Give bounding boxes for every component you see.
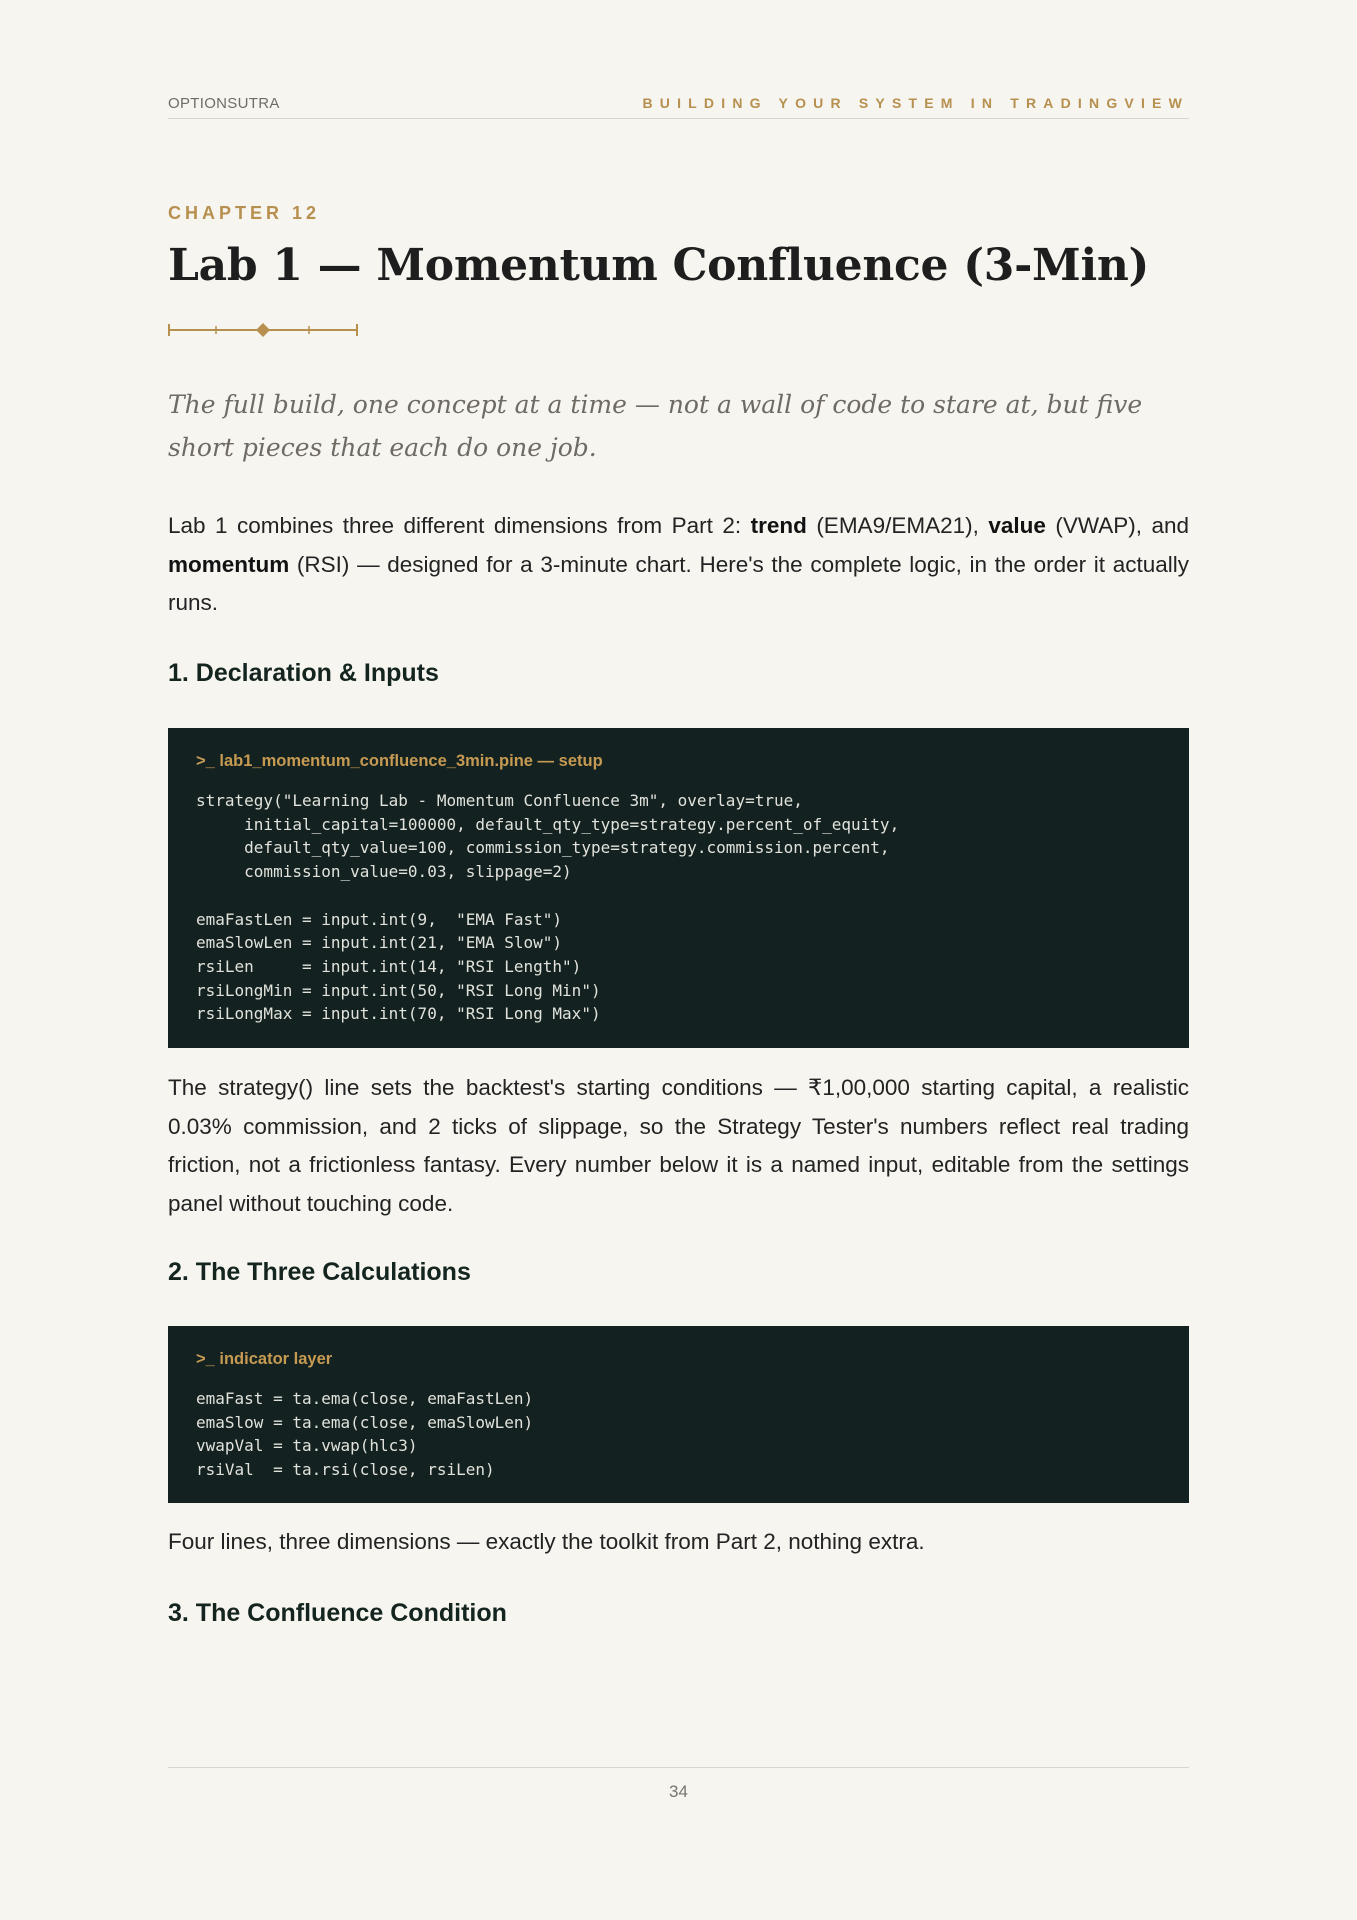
brand-name: OPTIONSUTRA — [168, 95, 280, 112]
running-title: BUILDING YOUR SYSTEM IN TRADINGVIEW — [642, 95, 1189, 111]
chapter-title: Lab 1 — Momentum Confluence (3-Min) — [168, 240, 1150, 291]
chapter-lead: The full build, one concept at a time — not a wall of code to stare at, but five short pieces that each do one job. — [168, 390, 1143, 462]
document-page — [168, 0, 1189, 1920]
code-listing: strategy("Learning Lab - Momentum Confluence 3m", overlay=true, initial_capital=100000, default_qty_type=strategy.percent_of_equity, default_qty_value=100, commission_type=strategy.commission.percent, commission_value=0.03, slippage=2) emaFastLen = input.int(9, "EMA Fast") emaSlowLen = input.int(21, "EMA Slow") rsiLen = input.int(14, "RSI Length") rsiLongMin = input.int(50, "RSI Long Min") rsiLongMax = input.int(70, "RSI Long Max") — [196, 791, 900, 1024]
section-heading-declaration: 1. Declaration & Inputs — [168, 659, 439, 687]
code-block-setup — [168, 728, 1189, 1048]
code-caption: >_ indicator layer — [196, 1350, 333, 1368]
intro-paragraph: Lab 1 combines three different dimensions from Part 2: trend (EMA9/EMA21), value (VWAP), and momentum (RSI) — designed for a 3-minute chart. Here's the complete logic, in the order it actually runs. — [168, 513, 1190, 615]
code-block-indicators — [168, 1326, 1189, 1503]
footer-rule — [168, 1767, 1189, 1768]
setup-explanation: The strategy() line sets the backtest's starting conditions — ₹1,00,000 starting capital, a realistic 0.03% commission, and 2 ticks of slippage, so the Strategy Tester's numbers reflect real trading friction, not a frictionless fantasy. Every number below it is a named input, editable from the settings panel without touching code. — [168, 1075, 1189, 1216]
code-listing: emaFast = ta.ema(close, emaFastLen) emaSlow = ta.ema(close, emaSlowLen) vwapVal = ta.vwap(hlc3) rsiVal = ta.rsi(close, rsiLen) — [196, 1389, 534, 1480]
page-number: 34 — [669, 1782, 688, 1801]
running-header — [168, 92, 1189, 119]
code-caption: >_ lab1_momentum_confluence_3min.pine — setup — [196, 752, 603, 770]
section-heading-confluence: 3. The Confluence Condition — [168, 1599, 507, 1627]
section-heading-calculations: 2. The Three Calculations — [168, 1258, 471, 1286]
term-momentum: momentum — [168, 551, 290, 577]
term-trend: trend — [750, 513, 807, 538]
divider-ornament-icon — [168, 321, 358, 339]
chapter-label: CHAPTER 12 — [168, 203, 321, 223]
term-value: value — [988, 513, 1046, 538]
calculations-explanation: Four lines, three dimensions — exactly the toolkit from Part 2, nothing extra. — [168, 1529, 925, 1554]
